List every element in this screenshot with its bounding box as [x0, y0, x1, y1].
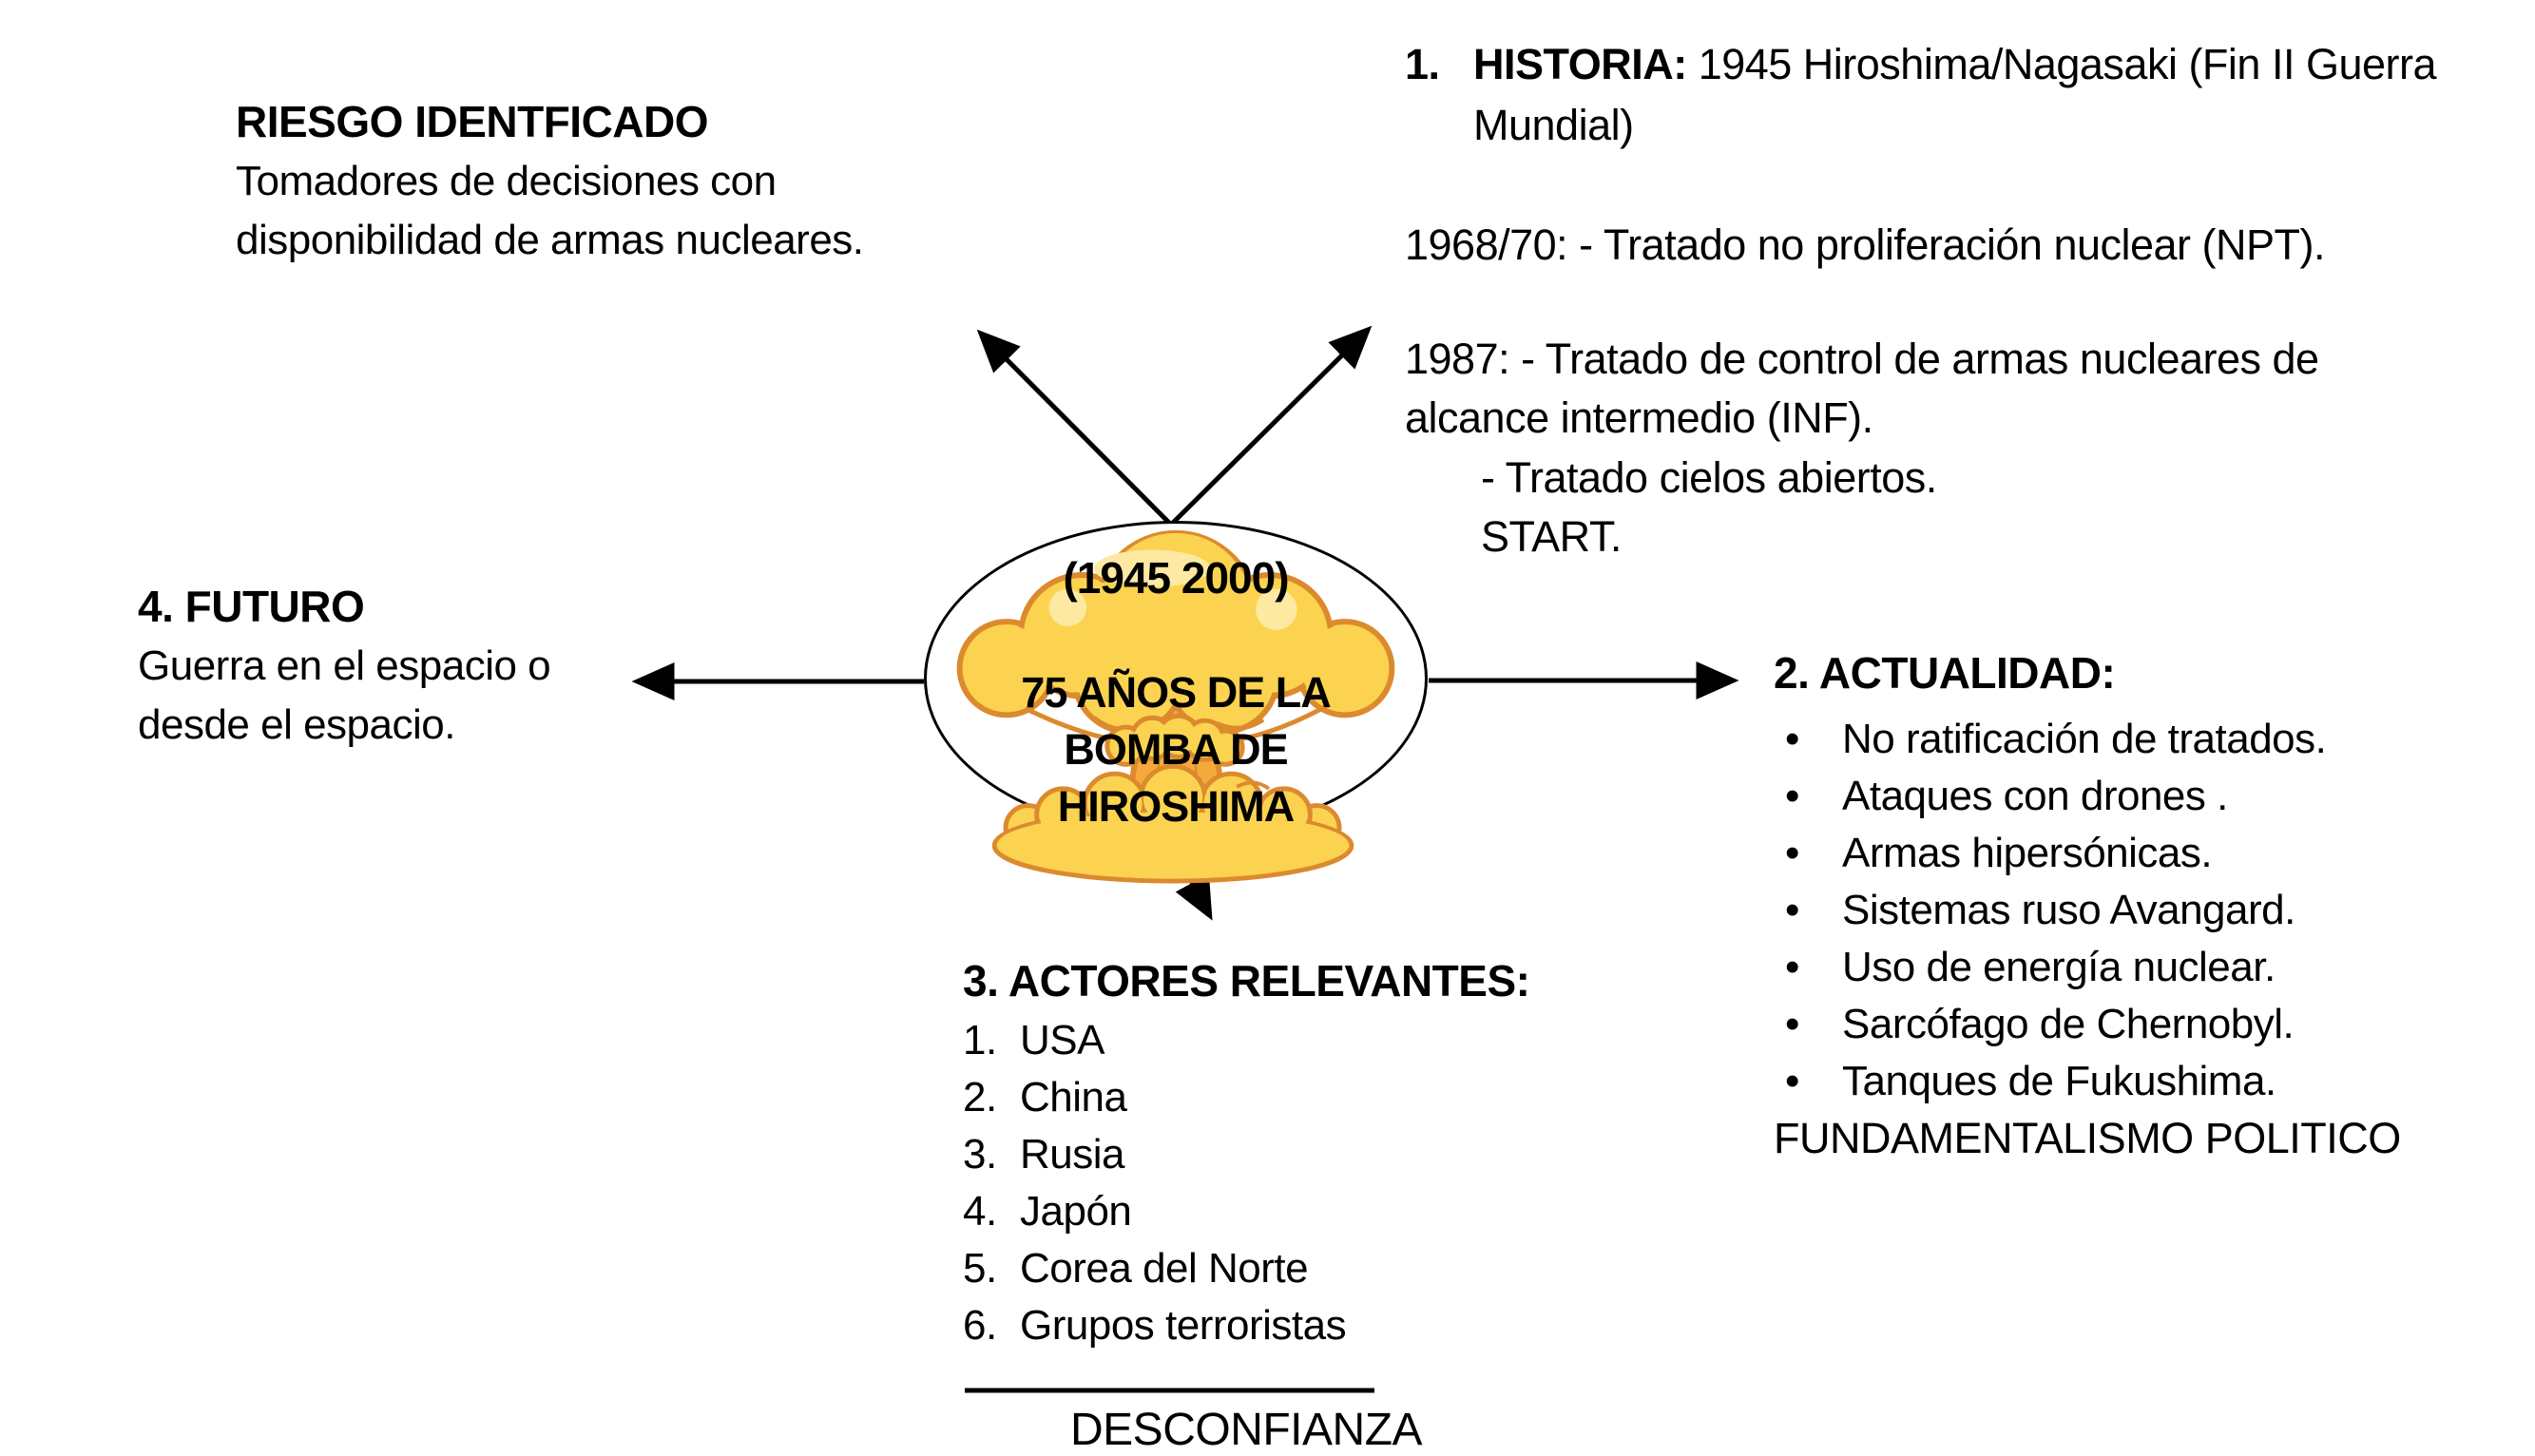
- historia-cielos-line: - Tratado cielos abiertos.: [1481, 453, 1937, 502]
- futuro-title: 4. FUTURO: [138, 582, 365, 631]
- actores-item-label: Corea del Norte: [1020, 1245, 1309, 1292]
- futuro-line-2: desde el espacio.: [138, 701, 455, 748]
- actualidad-block: [1774, 642, 2496, 1167]
- actualidad-bullet: • Sarcófago de Chernobyl.: [1774, 996, 2496, 1053]
- arrow-to-historia: [1171, 331, 1367, 525]
- center-title-line-2: BOMBA DE: [1064, 725, 1288, 774]
- historia-inf-line-1: 1987: - Tratado de control de armas nucleares de: [1405, 335, 2319, 383]
- center-topic-ellipse: [924, 521, 1428, 836]
- arrow-to-riesgo: [982, 335, 1171, 525]
- center-title: [927, 664, 1425, 835]
- riesgo-line-1: Tomadores de decisiones con: [236, 158, 777, 204]
- actores-item: [963, 1183, 1628, 1240]
- actores-item-number: 1.: [963, 1017, 997, 1063]
- riesgo-line-2: disponibilidad de armas nucleares.: [236, 217, 864, 263]
- riesgo-block: [236, 91, 958, 270]
- actores-item-number: 4.: [963, 1188, 997, 1235]
- actualidad-title: 2. ACTUALIDAD:: [1774, 648, 2116, 698]
- actualidad-footer: FUNDAMENTALISMO POLITICO: [1774, 1114, 2401, 1162]
- actualidad-bullet: • Ataques con drones .: [1774, 768, 2496, 825]
- actores-item-label: China: [1020, 1074, 1127, 1121]
- historia-text: [1473, 36, 2436, 93]
- historia-line-1: [1405, 36, 2436, 93]
- historia-start-line: START.: [1481, 512, 1622, 561]
- actualidad-list: [1774, 711, 2496, 1110]
- actores-item-number: 3.: [963, 1131, 997, 1178]
- actores-item-label: Grupos terroristas: [1020, 1302, 1347, 1349]
- center-title-line-1: 75 AÑOS DE LA: [1021, 668, 1331, 717]
- actualidad-bullet: • No ratificación de tratados.: [1774, 711, 2496, 768]
- futuro-block: [138, 576, 727, 755]
- actores-item-number: 6.: [963, 1302, 997, 1349]
- actualidad-bullet: • Armas hipersónicas.: [1774, 825, 2496, 882]
- actores-item-label: USA: [1020, 1017, 1104, 1063]
- actores-item-label: Rusia: [1020, 1131, 1124, 1178]
- historia-npt-line: 1968/70: - Tratado no proliferación nuclear (NPT).: [1405, 220, 2326, 269]
- actualidad-bullet: • Sistemas ruso Avangard.: [1774, 882, 2496, 939]
- historia-inf-line-2: alcance intermedio (INF).: [1405, 393, 1873, 442]
- actores-item-label: Japón: [1020, 1188, 1132, 1235]
- historia-line-2: Mundial): [1473, 101, 1634, 149]
- center-years: (1945 2000): [1063, 553, 1289, 603]
- historia-label: HISTORIA:: [1473, 40, 1687, 88]
- actualidad-bullet: • Uso de energía nuclear.: [1774, 939, 2496, 996]
- actores-item: [963, 1240, 1628, 1297]
- actores-item-number: 5.: [963, 1245, 997, 1292]
- actores-item-number: 2.: [963, 1074, 997, 1121]
- actores-item: [963, 1069, 1628, 1126]
- actores-item: [963, 1126, 1628, 1183]
- riesgo-title: RIESGO IDENTFICADO: [236, 97, 709, 146]
- desconfianza-label: DESCONFIANZA: [1070, 1405, 1423, 1455]
- actores-title: 3. ACTORES RELEVANTES:: [963, 956, 1530, 1006]
- actores-item: [963, 1012, 1628, 1069]
- futuro-line-1: Guerra en el espacio o: [138, 642, 551, 689]
- actores-item: [963, 1297, 1628, 1354]
- actores-block: [963, 951, 1628, 1354]
- historia-number: 1.: [1405, 40, 1440, 88]
- center-title-line-3: HIROSHIMA: [1057, 782, 1295, 831]
- historia-rest: 1945 Hiroshima/Nagasaki (Fin II Guerra: [1686, 40, 2437, 88]
- actualidad-bullet: • Tanques de Fukushima.: [1774, 1053, 2496, 1110]
